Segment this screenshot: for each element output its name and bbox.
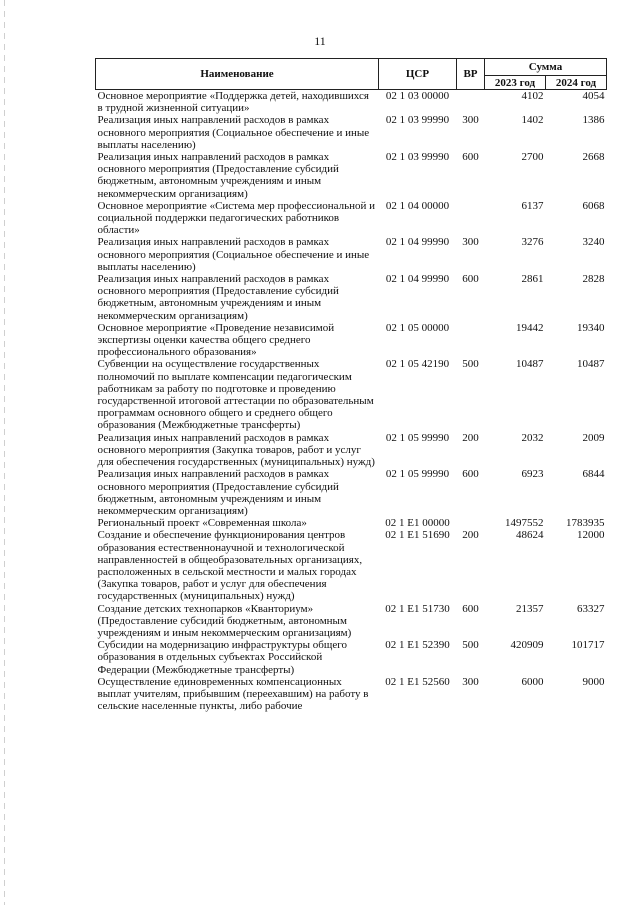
row-amount-2024-cell: 2828 <box>582 273 605 286</box>
table-row <box>96 114 607 151</box>
table-row <box>96 517 607 529</box>
row-name-cell: Создание и обеспечение функционирования центров образования естественнонаучной и технологической направленностей в общеобразовательных организациях, расположенных в сельской местности и малых городах (Закупка товаров, работ и услуг для обеспечения государственных (муниципальных) нужд) <box>97 529 363 603</box>
row-csr-cell: 02 1 E1 52390 <box>385 639 450 652</box>
row-vr-cell: 500 <box>462 639 479 652</box>
table-row <box>96 90 607 115</box>
row-amount-2024-cell: 10487 <box>577 358 605 371</box>
row-amount-2024-cell: 2668 <box>582 151 605 164</box>
row-name-cell: Основное мероприятие «Поддержка детей, находившихся в трудной жизненной ситуации» <box>97 90 369 115</box>
row-csr-cell: 02 1 03 00000 <box>385 90 450 102</box>
table-row <box>96 529 607 602</box>
row-name-cell: Субвенции на осуществление государственных полномочий по выплате компенсации педагогическим работникам за работу по подготовке и проведению государственной итоговой аттестации по образовательным программам основного общего и среднего общего образования (Межбюджетные трансферты) <box>97 358 374 432</box>
row-amount-2024-cell: 63327 <box>577 602 605 615</box>
row-name-cell: Реализация иных направлений расходов в рамках основного мероприятия (Социальное обеспечение и иные выплаты населению) <box>97 114 370 151</box>
row-amount-2023-cell: 1497552 <box>505 517 544 530</box>
header-sum: Сумма <box>485 59 607 76</box>
header-csr: ЦСР <box>379 59 457 90</box>
row-name-cell: Создание детских технопарков «Кванториум» (Предоставление субсидий бюджетным, автономным учреждениям и иным некоммерческим организациям) <box>97 602 352 639</box>
row-amount-2024-cell: 6844 <box>582 468 605 481</box>
row-vr-cell: 600 <box>462 468 479 481</box>
row-vr-cell: 300 <box>462 675 479 688</box>
row-vr-cell: 300 <box>462 114 479 127</box>
row-name-cell: Региональный проект «Современная школа» <box>97 517 307 530</box>
table-row <box>96 151 607 200</box>
row-amount-2024-cell: 3240 <box>582 236 605 249</box>
row-amount-2023-cell: 4102 <box>521 90 544 102</box>
row-amount-2024-cell: 6068 <box>582 199 605 212</box>
header-name: Наименование <box>96 59 379 90</box>
row-amount-2023-cell: 2032 <box>521 431 544 444</box>
row-amount-2023-cell: 6923 <box>521 468 544 481</box>
row-vr-cell: 600 <box>462 602 479 615</box>
table-row <box>96 358 607 431</box>
header-vr: ВР <box>457 59 485 90</box>
header-year-2023: 2023 год <box>485 76 546 90</box>
row-amount-2024-cell: 4054 <box>582 90 605 102</box>
row-vr-cell <box>457 322 485 359</box>
row-vr-cell <box>457 200 485 237</box>
row-csr-cell: 02 1 04 99990 <box>385 236 450 249</box>
row-csr-cell: 02 1 E1 52560 <box>385 675 450 688</box>
table-row <box>96 603 607 640</box>
row-amount-2023-cell: 6137 <box>521 199 544 212</box>
row-vr-cell: 300 <box>462 236 479 249</box>
scan-edge-artifact <box>4 0 5 905</box>
row-name-cell: Субсидии на модернизацию инфраструктуры общего образования в отдельных субъектах Российской Федерации (Межбюджетные трансферты) <box>97 639 347 676</box>
budget-table <box>95 58 607 712</box>
row-vr-cell: 600 <box>462 151 479 164</box>
row-amount-2024-cell: 12000 <box>577 529 605 542</box>
row-csr-cell: 02 1 03 99990 <box>385 151 450 164</box>
row-csr-cell: 02 1 05 99990 <box>385 431 450 444</box>
table-body <box>96 90 607 713</box>
row-name-cell: Реализация иных направлений расходов в рамках основного мероприятия (Предоставление субсидий бюджетным, автономным учреждениям и иным некоммерческим организациям) <box>97 151 339 200</box>
row-csr-cell: 02 1 E1 00000 <box>385 517 450 530</box>
row-name-cell: Реализация иных направлений расходов в рамках основного мероприятия (Закупка товаров, работ и услуг для обеспечения государственных (муниципальных) нужд) <box>97 431 375 469</box>
row-vr-cell <box>457 517 485 529</box>
row-name-cell: Основное мероприятие «Система мер профессиональной и социальной поддержки педагогических работников области» <box>97 199 376 237</box>
row-csr-cell: 02 1 03 99990 <box>385 114 450 127</box>
row-vr-cell: 600 <box>462 273 479 286</box>
row-amount-2023-cell: 10487 <box>516 358 544 371</box>
row-amount-2024-cell: 1783935 <box>566 517 605 530</box>
row-csr-cell: 02 1 05 99990 <box>385 468 450 481</box>
row-amount-2023-cell: 19442 <box>516 321 544 334</box>
table-row <box>96 273 607 322</box>
row-csr-cell: 02 1 05 42190 <box>385 358 450 371</box>
row-name-cell: Основное мероприятие «Проведение независимой экспертизы оценки качества общего среднего профессионального образования» <box>97 321 335 359</box>
row-amount-2023-cell: 2700 <box>521 151 544 164</box>
table-row <box>96 676 607 713</box>
row-amount-2024-cell: 2009 <box>582 431 605 444</box>
row-vr-cell: 500 <box>462 358 479 371</box>
row-csr-cell: 02 1 04 99990 <box>385 273 450 286</box>
row-vr-cell: 200 <box>462 529 479 542</box>
row-name-cell: Реализация иных направлений расходов в рамках основного мероприятия (Предоставление субсидий бюджетным, автономным учреждениям и иным некоммерческим организациям) <box>97 468 339 517</box>
table-row <box>96 468 607 517</box>
row-csr-cell: 02 1 E1 51690 <box>385 529 450 542</box>
row-vr-cell: 200 <box>462 431 479 444</box>
row-name-cell: Осуществление единовременных компенсационных выплат учителям, прибывшим (переехавшим) на работу в сельские населенные пункты, либо рабочие <box>97 675 369 713</box>
header-year-2024: 2024 год <box>546 76 607 90</box>
table-header <box>96 59 607 90</box>
row-amount-2023-cell: 3276 <box>521 236 544 249</box>
table-row <box>96 639 607 676</box>
row-amount-2024-cell: 101717 <box>571 639 605 652</box>
table-row <box>96 432 607 469</box>
row-amount-2023-cell: 2861 <box>521 273 544 286</box>
table-row <box>96 200 607 237</box>
page-number: 11 <box>314 34 326 48</box>
row-amount-2024-cell: 19340 <box>577 321 605 334</box>
row-amount-2023-cell: 21357 <box>516 602 544 615</box>
row-amount-2023-cell: 1402 <box>521 114 544 127</box>
row-amount-2024-cell: 9000 <box>582 675 605 688</box>
row-csr-cell: 02 1 05 00000 <box>385 321 450 334</box>
table-row <box>96 236 607 273</box>
row-name-cell: Реализация иных направлений расходов в рамках основного мероприятия (Предоставление субсидий бюджетным, автономным учреждениям и иным некоммерческим организациям) <box>97 273 339 322</box>
row-amount-2023-cell: 48624 <box>516 529 544 542</box>
row-amount-2024-cell: 1386 <box>582 114 605 127</box>
row-amount-2023-cell: 6000 <box>521 675 544 688</box>
row-name-cell: Реализация иных направлений расходов в рамках основного мероприятия (Социальное обеспечение и иные выплаты населению) <box>97 236 370 273</box>
row-vr-cell <box>457 90 485 115</box>
row-amount-2023-cell: 420909 <box>510 639 544 652</box>
row-csr-cell: 02 1 04 00000 <box>385 199 450 212</box>
row-csr-cell: 02 1 E1 51730 <box>385 602 450 615</box>
table-row <box>96 322 607 359</box>
